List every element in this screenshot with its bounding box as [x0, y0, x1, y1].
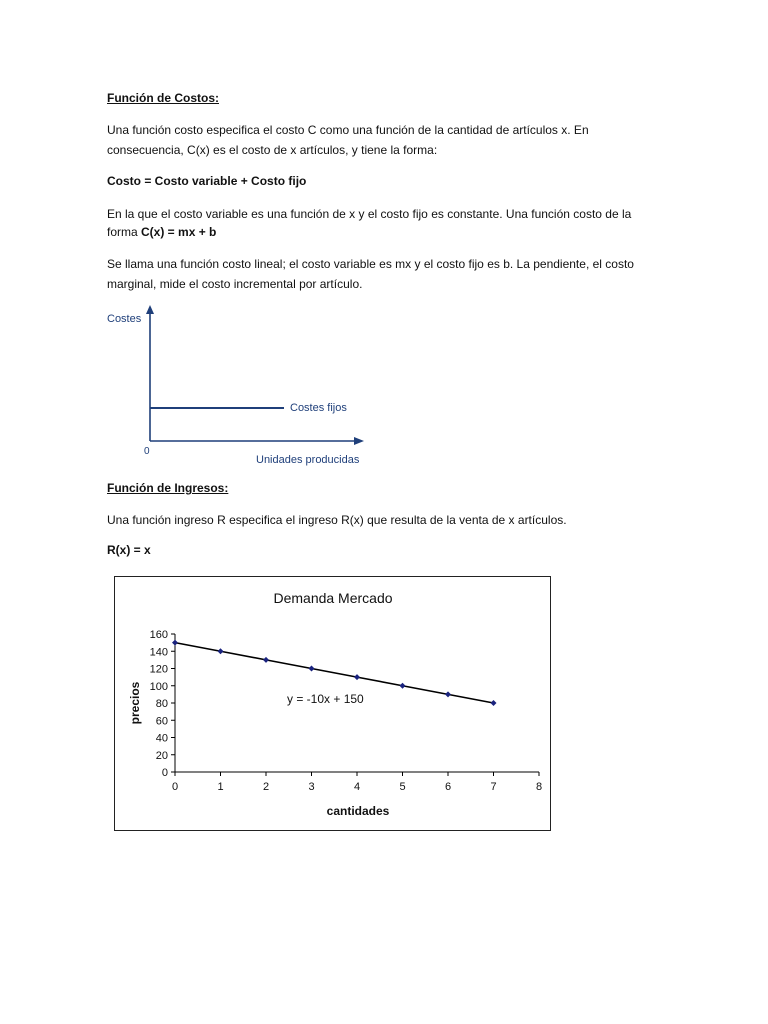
chart-y-ticks [150, 629, 175, 779]
chart-annotation: y = -10x + 150 [287, 692, 364, 706]
formula-costs: Costo = Costo variable + Costo fijo [107, 174, 307, 188]
x-tick-label: 5 [399, 781, 406, 793]
formula-prefix: forma [107, 225, 142, 239]
y-tick-label: 100 [149, 680, 168, 693]
fixed-cost-origin-label: 0 [144, 446, 150, 457]
heading-income: Función de Ingresos: [107, 481, 229, 495]
heading-costs: Función de Costos: [107, 91, 219, 105]
data-point [354, 674, 360, 680]
data-point [172, 640, 178, 646]
chart-x-ticks [172, 772, 542, 793]
paragraph-cost-variable-line1: En la que el costo variable es una función de x y el costo fijo es constante. Una función costo de la [107, 207, 632, 221]
x-tick-label: 3 [308, 781, 315, 793]
x-tick-label: 8 [535, 781, 543, 793]
fixed-cost-y-arrow [146, 305, 154, 314]
y-tick-label: 40 [155, 732, 168, 745]
y-tick-label: 20 [155, 749, 168, 762]
paragraph-cost-definition-line2: consecuencia, C(x) es el costo de x artículos, y tiene la forma: [107, 143, 438, 157]
fixed-cost-y-label: Costes [107, 313, 142, 325]
formula-income: R(x) = x [107, 543, 151, 557]
fixed-cost-x-arrow [354, 437, 364, 445]
data-point [218, 648, 224, 654]
x-tick-label: 1 [217, 781, 224, 793]
x-tick-label: 7 [490, 781, 497, 793]
fixed-cost-x-label: Unidades producidas [256, 454, 360, 466]
y-tick-label: 120 [149, 663, 168, 676]
x-tick-label: 0 [171, 781, 179, 793]
chart-y-label: precios [128, 681, 142, 725]
data-point [263, 657, 269, 663]
y-tick-label: 80 [155, 698, 168, 710]
x-tick-label: 4 [353, 781, 361, 793]
demand-chart-frame [114, 576, 551, 831]
y-tick-label: 60 [155, 715, 168, 728]
fixed-cost-line-label: Costes fijos [290, 402, 347, 414]
data-point [400, 683, 406, 689]
paragraph-income-definition: Una función ingreso R especifica el ingreso R(x) que resulta de la venta de x artículos. [107, 513, 567, 527]
demand-chart [115, 577, 550, 830]
y-tick-label: 140 [149, 646, 168, 659]
paragraph-linear-cost-line2: marginal, mide el costo incremental por artículo. [107, 277, 363, 291]
x-tick-label: 2 [262, 781, 270, 793]
y-tick-label: 0 [161, 767, 168, 779]
paragraph-linear-cost-line1: Se llama una función costo lineal; el costo variable es mx y el costo fijo es b. La pendiente, el costo [107, 257, 634, 271]
fixed-cost-figure [104, 300, 374, 470]
data-point [445, 691, 451, 697]
y-tick-label: 160 [149, 629, 168, 641]
formula-linear-cost: C(x) = mx + b [141, 225, 217, 239]
data-point [309, 666, 315, 672]
paragraph-cost-variable-line2 [107, 222, 667, 242]
data-point [491, 700, 497, 706]
x-tick-label: 6 [444, 781, 452, 793]
chart-x-label: cantidades [326, 804, 390, 818]
paragraph-cost-definition-line1: Una función costo especifica el costo C como una función de la cantidad de artículos x. En [107, 123, 589, 137]
chart-title: Demanda Mercado [273, 590, 393, 606]
